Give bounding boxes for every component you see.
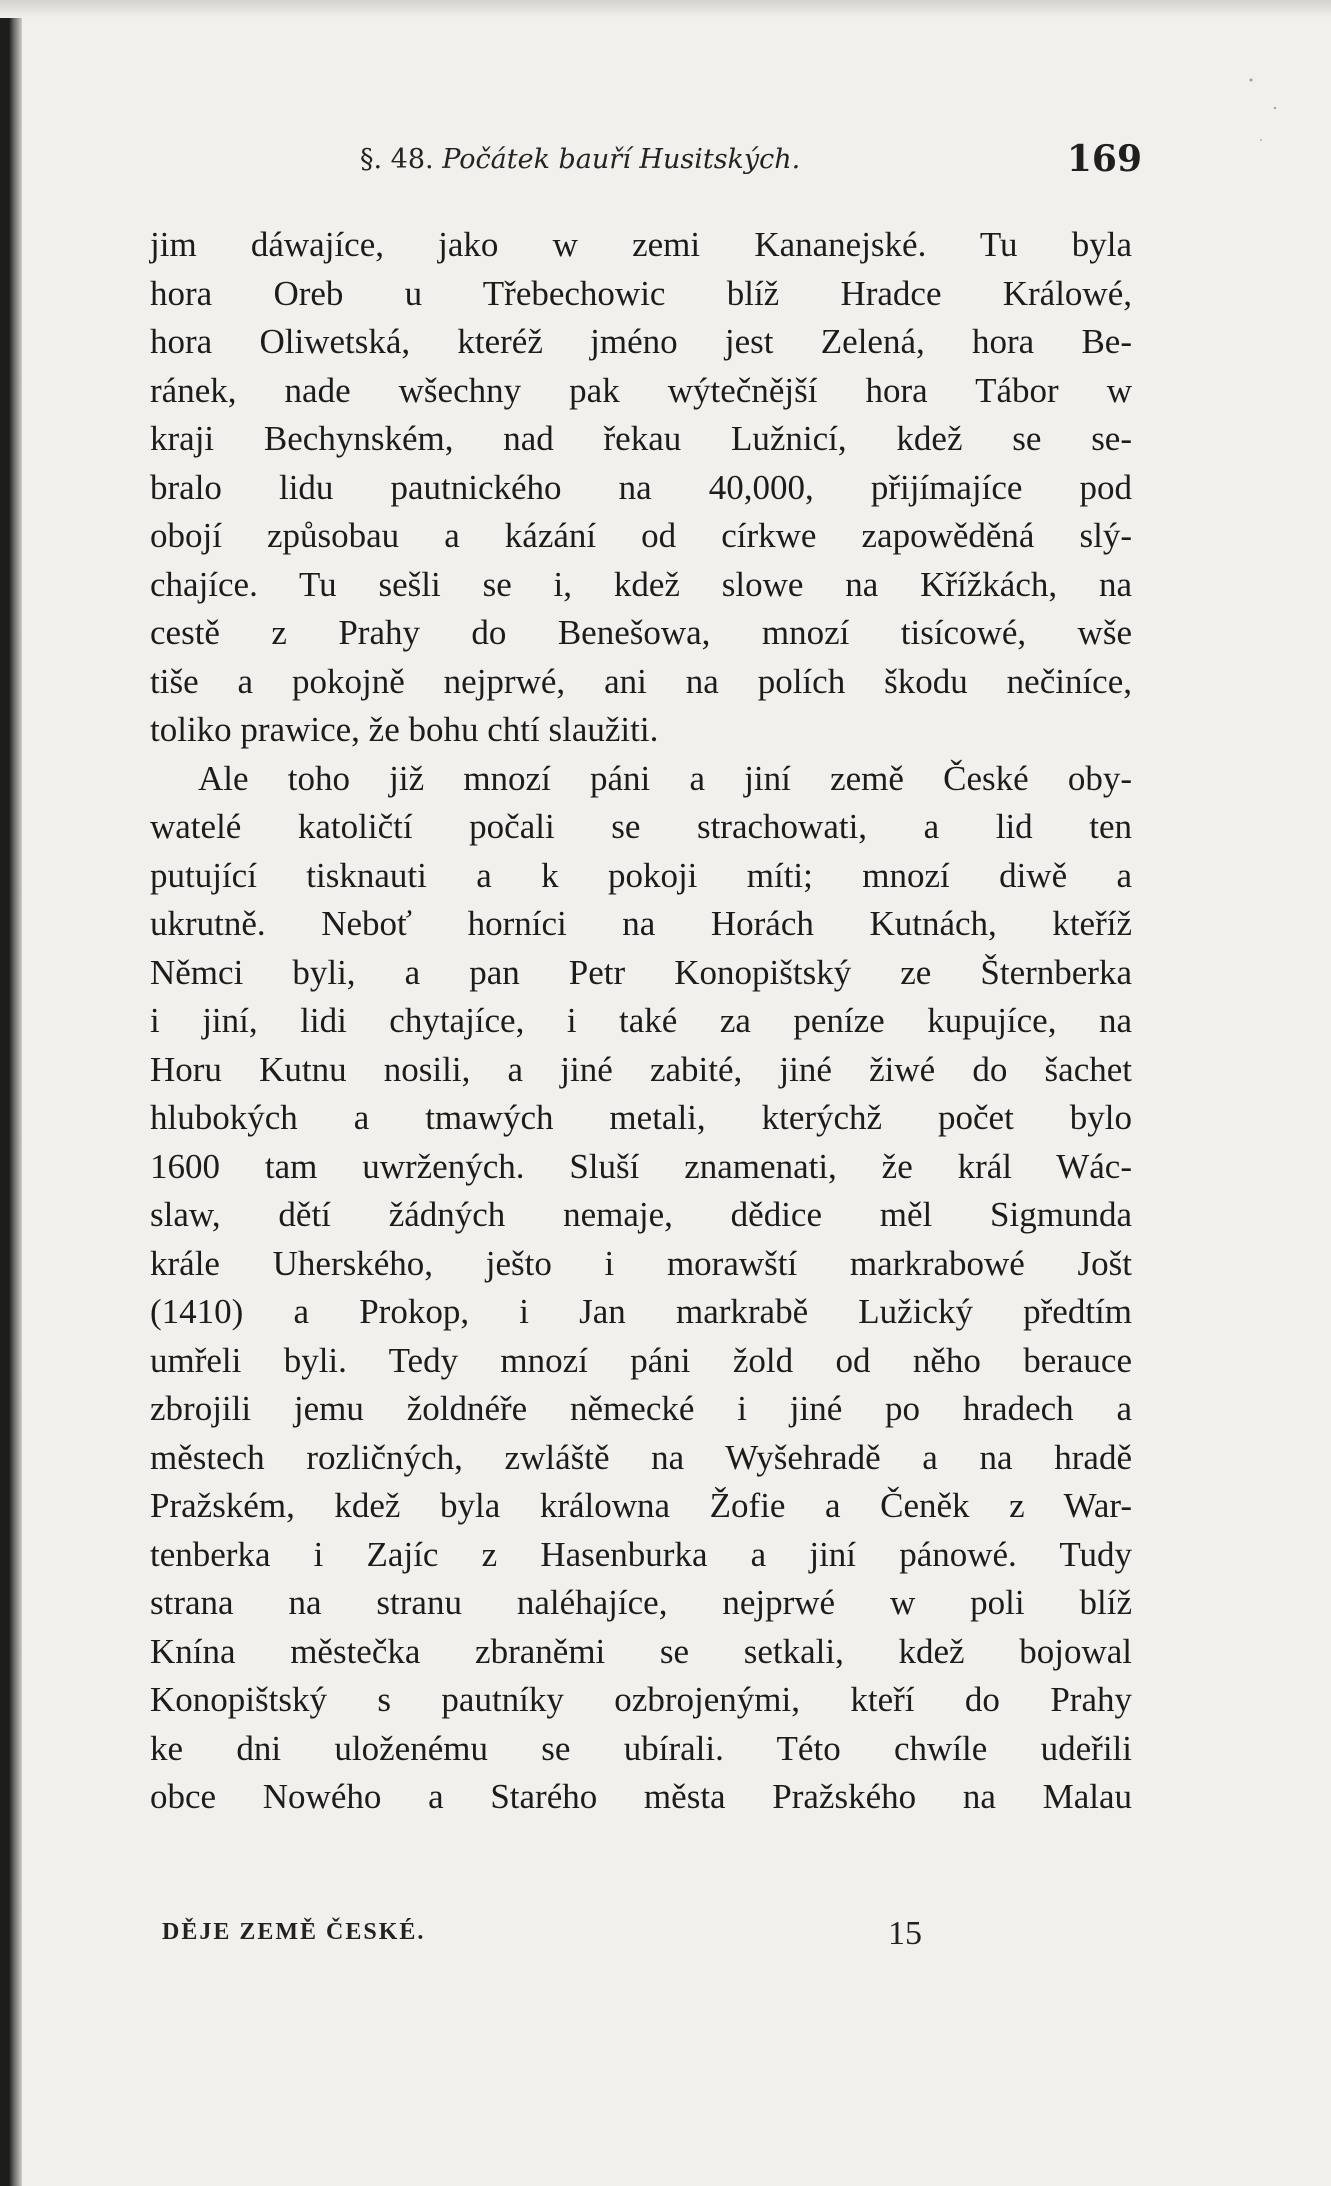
text-line: obce Nowého a Starého města Pražského na Malau <box>150 1777 1132 1816</box>
text-line: jim dáwajíce, jako w zemi Kananejské. Tu byla <box>150 225 1132 264</box>
running-head-section: §. 48. <box>360 144 434 175</box>
text-line: krále Uherského, ješto i morawští markrabowé Jošt <box>150 1243 1132 1283</box>
text-line: Horu Kutnu nosili, a jiné zabité, jiné žiwé do šachet <box>150 1049 1132 1089</box>
text-line: obojí způsobau a kázání od církwe zapowěděná slý- <box>150 516 1132 555</box>
text-line: chajíce. Tu sešli se i, kdež slowe na Křížkách, na <box>150 564 1132 604</box>
paragraph-start-line: Ale toho již mnozí páni a jiní země České oby- <box>198 758 1132 798</box>
paragraph-end-line: toliko prawice, že bohu chtí slaužiti. <box>150 710 659 749</box>
text-line: slaw, dětí žádných nemaje, dědice měl Sigmunda <box>150 1195 1132 1234</box>
text-line: městech rozličných, zwláště na Wyšehradě a na hradě <box>150 1437 1132 1477</box>
text-line: tenberka i Zajíc z Hasenburka a jiní pánowé. Tudy <box>150 1534 1132 1574</box>
text-line: bralo lidu pautnického na 40,000, přijímajíce pod <box>150 467 1132 507</box>
text-line: ukrutně. Neboť horníci na Horách Kutnách, kteříž <box>150 904 1132 943</box>
text-line: i jiní, lidi chytajíce, i také za peníze kupujíce, na <box>150 1001 1132 1040</box>
text-line: Knína městečka zbraněmi se setkali, kdež bojowal <box>150 1631 1132 1671</box>
text-line: zbrojili jemu žoldnéře německé i jiné po hradech a <box>150 1389 1132 1428</box>
sheet-number: 15 <box>888 1915 922 1952</box>
running-head-title: Počátek bauří Husitských. <box>442 144 801 175</box>
binding-shadow <box>0 0 22 2186</box>
text-line: (1410) a Prokop, i Jan markrabě Lužický předtím <box>150 1292 1132 1331</box>
running-head <box>360 144 800 175</box>
text-line: cestě z Prahy do Benešowa, mnozí tisícowé, wše <box>150 613 1132 652</box>
text-line: ke dni uloženému se ubírali. Této chwíle udeřili <box>150 1728 1132 1768</box>
page-top-edge <box>0 0 1331 18</box>
text-line: Pražském, kdež byla králowna Žofie a Čeněk z War- <box>150 1486 1132 1525</box>
text-line: hora Oreb u Třebechowic blíž Hradce Králowé, <box>150 273 1132 313</box>
text-line: hlubokých a tmawých metali, kterýchž počet bylo <box>150 1098 1132 1137</box>
text-line: hora Oliwetská, kteréž jméno jest Zelená, hora Be- <box>150 322 1132 361</box>
text-line: Němci byli, a pan Petr Konopištský ze Šternberka <box>150 952 1132 992</box>
signature-mark: DĚJE ZEMĚ ČESKÉ. <box>162 1919 426 1945</box>
text-line: umřeli byli. Tedy mnozí páni žold od něho berauce <box>150 1340 1132 1380</box>
text-line: watelé katoličtí počali se strachowati, a lid ten <box>150 807 1132 846</box>
text-line: putující tisknauti a k pokoji míti; mnozí diwě a <box>150 855 1132 895</box>
text-line: Konopištský s pautníky ozbrojenými, kteří do Prahy <box>150 1680 1132 1719</box>
text-line: ránek, nade wšechny pak wýtečnější hora Tábor w <box>150 370 1132 410</box>
text-line: 1600 tam uwržených. Sluší znamenati, že král Wác- <box>150 1146 1132 1186</box>
page-footer <box>150 1915 1132 1963</box>
body-text <box>150 221 1132 1822</box>
text-line: kraji Bechynském, nad řekau Lužnicí, kdež se se- <box>150 419 1132 458</box>
text-line: tiše a pokojně nejprwé, ani na polích škodu nečiníce, <box>150 661 1132 701</box>
page-header <box>150 138 1150 188</box>
page-number: 169 <box>1066 138 1142 180</box>
text-line: strana na stranu naléhajíce, nejprwé w poli blíž <box>150 1583 1132 1622</box>
paper-specks <box>1231 60 1291 160</box>
